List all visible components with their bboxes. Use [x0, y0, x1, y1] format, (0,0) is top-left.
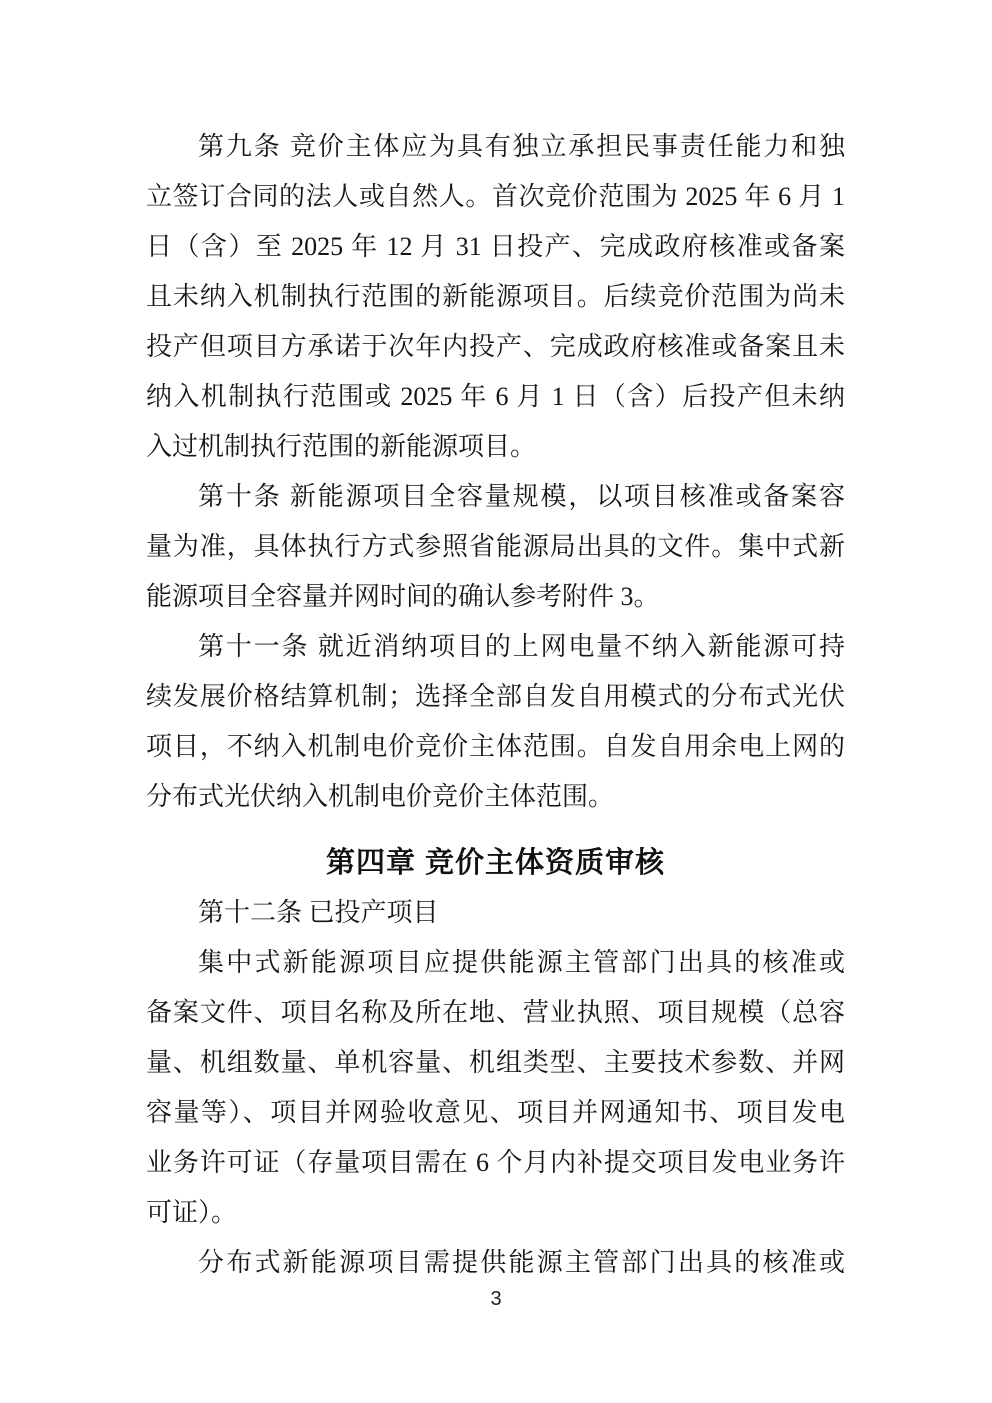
text-line: 业务许可证（存量项目需在 6 个月内补提交项目发电业务许	[146, 1148, 845, 1177]
text-line: 第十一条 就近消纳项目的上网电量不纳入新能源可持	[198, 632, 845, 661]
text-line: 量、机组数量、单机容量、机组类型、主要技术参数、并网	[146, 1048, 845, 1077]
text-line: 第十二条 已投产项目	[198, 898, 439, 927]
chapter-heading: 第四章 竞价主体资质审核	[325, 847, 666, 879]
text-line: 且未纳入机制执行范围的新能源项目。后续竞价范围为尚未	[146, 282, 845, 311]
text-line: 容量等）、项目并网验收意见、项目并网通知书、项目发电	[146, 1098, 845, 1127]
page-number: 3	[490, 1288, 502, 1310]
text-line: 分布式新能源项目需提供能源主管部门出具的核准或	[198, 1248, 845, 1277]
text-line: 项目，不纳入机制电价竞价主体范围。自发自用余电上网的	[146, 732, 845, 761]
text-line: 日（含）至 2025 年 12 月 31 日投产、完成政府核准或备案	[146, 232, 845, 261]
text-line: 立签订合同的法人或自然人。首次竞价范围为 2025 年 6 月 1	[146, 182, 845, 211]
text-line: 备案文件、项目名称及所在地、营业执照、项目规模（总容	[146, 998, 845, 1027]
text-line: 投产但项目方承诺于次年内投产、完成政府核准或备案且未	[146, 332, 845, 361]
document-body	[146, 122, 845, 1288]
text-line: 纳入机制执行范围或 2025 年 6 月 1 日（含）后投产但未纳	[146, 382, 845, 411]
text-line: 量为准，具体执行方式参照省能源局出具的文件。集中式新	[146, 532, 845, 561]
text-line: 可证）。	[146, 1198, 238, 1227]
text-line: 第九条 竞价主体应为具有独立承担民事责任能力和独	[198, 132, 845, 161]
text-line: 第十条 新能源项目全容量规模，以项目核准或备案容	[198, 482, 845, 511]
text-line: 能源项目全容量并网时间的确认参考附件 3。	[146, 582, 660, 611]
text-line: 入过机制执行范围的新能源项目。	[146, 432, 537, 461]
text-line: 分布式光伏纳入机制电价竞价主体范围。	[146, 782, 615, 811]
text-line: 集中式新能源项目应提供能源主管部门出具的核准或	[198, 948, 845, 977]
text-line: 续发展价格结算机制；选择全部自发自用模式的分布式光伏	[146, 682, 845, 711]
